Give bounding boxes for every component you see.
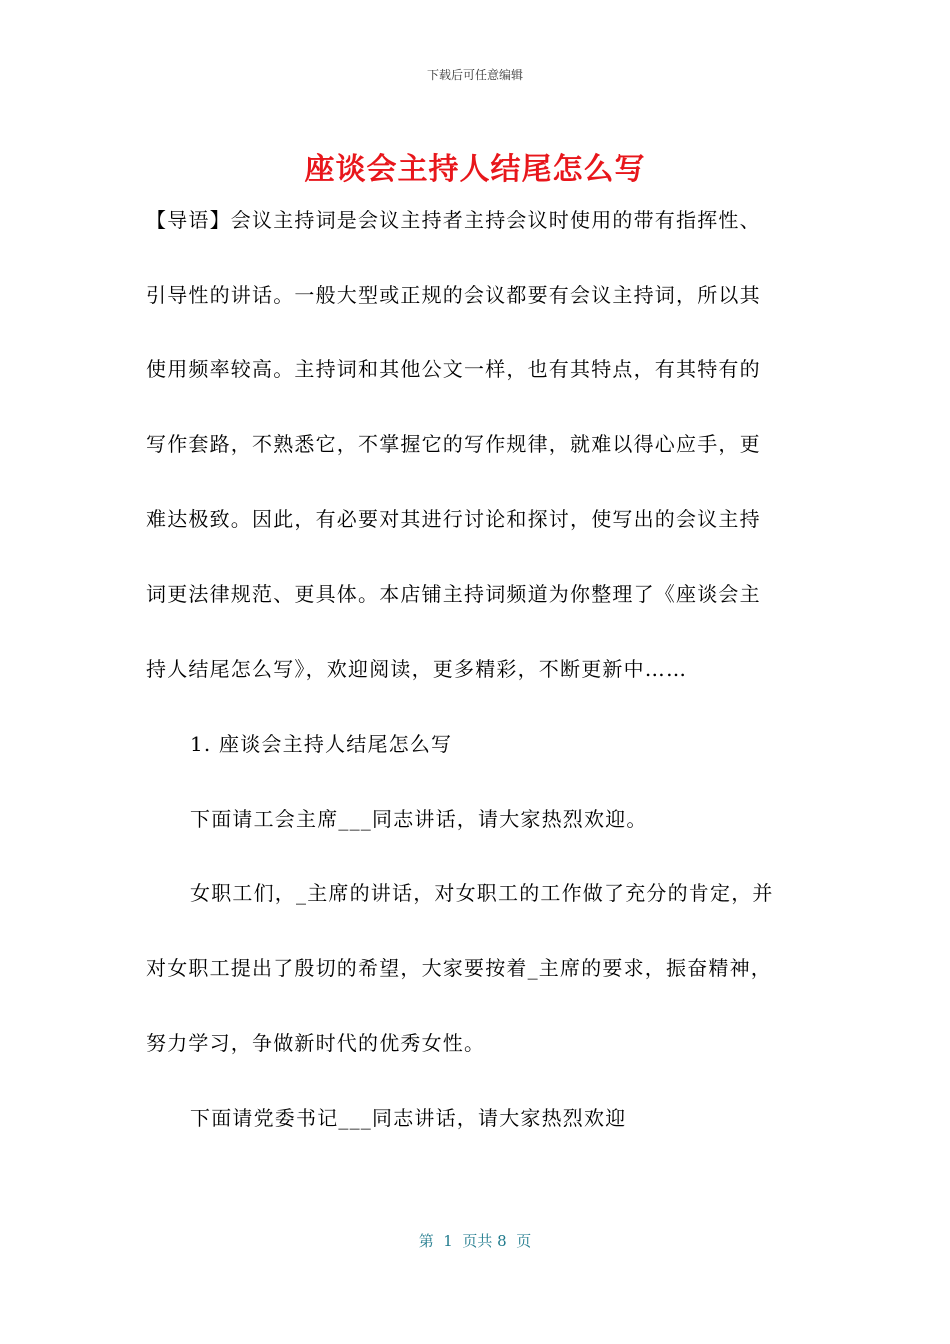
- header-note: 下载后可任意编辑: [426, 68, 523, 82]
- body-line-3: 对女职工提出了殷切的希望，大家要按着_主席的要求，振奋精神，: [146, 956, 772, 980]
- intro-line-6: 词更法律规范、更具体。本店铺主持词频道为你整理了《座谈会主: [146, 582, 761, 606]
- intro-line-1: 【导语】会议主持词是会议主持者主持会议时使用的带有指挥性、: [146, 208, 761, 232]
- body-line-1: 下面请工会主席___同志讲话，请大家热烈欢迎。: [190, 807, 648, 831]
- document-title: 座谈会主持人结尾怎么写: [304, 152, 646, 187]
- body-line-4: 努力学习，争做新时代的优秀女性。: [146, 1031, 486, 1055]
- intro-line-4: 写作套路，不熟悉它，不掌握它的写作规律，就难以得心应手，更: [146, 432, 761, 456]
- body-line-2: 女职工们，_主席的讲话，对女职工的工作做了充分的肯定，并: [190, 881, 774, 905]
- intro-line-5: 难达极致。因此，有必要对其进行讨论和探讨，使写出的会议主持: [146, 507, 761, 531]
- intro-line-3: 使用频率较高。主持词和其他公文一样，也有其特点，有其特有的: [146, 357, 761, 381]
- body-line-5: 下面请党委书记___同志讲话，请大家热烈欢迎: [190, 1106, 627, 1130]
- section-heading: 1. 座谈会主持人结尾怎么写: [190, 732, 453, 756]
- intro-line-2: 引导性的讲话。一般大型或正规的会议都要有会议主持词，所以其: [146, 283, 761, 307]
- page-footer: 第 1 页共 8 页: [418, 1232, 532, 1250]
- intro-line-7: 持人结尾怎么写》，欢迎阅读，更多精彩，不断更新中……: [146, 657, 688, 681]
